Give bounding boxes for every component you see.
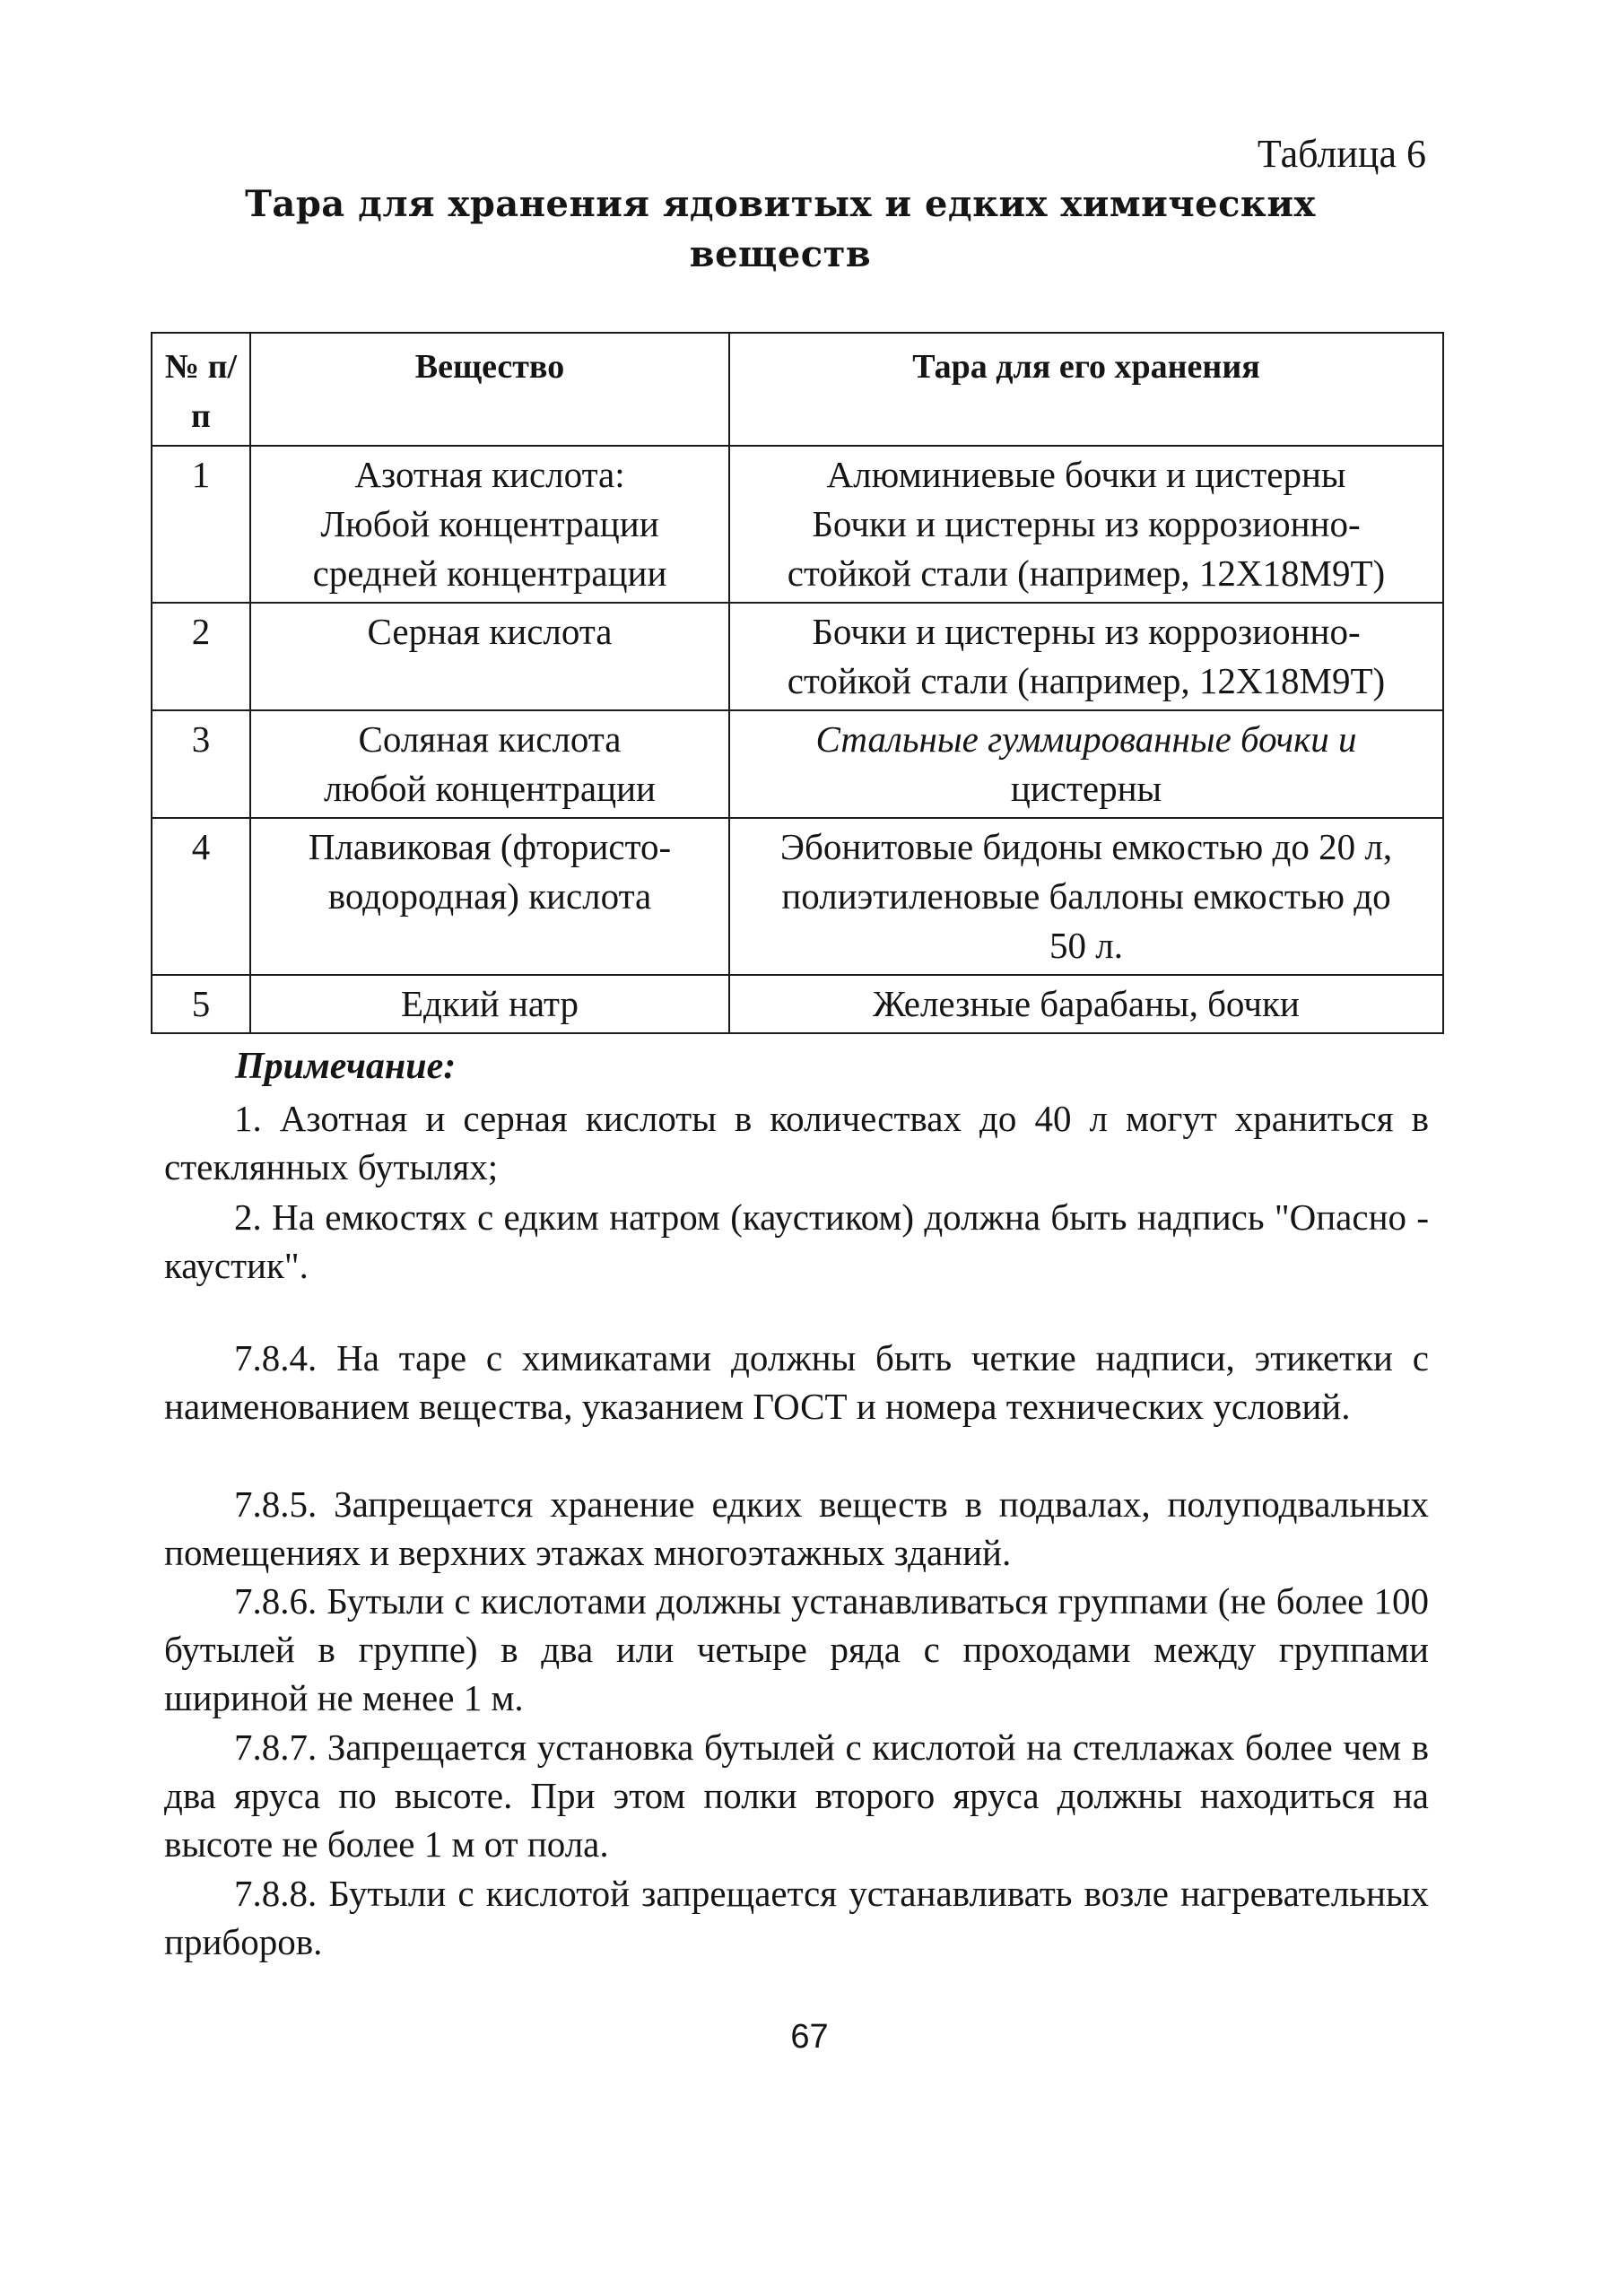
- row-substance: [250, 446, 729, 603]
- row-container: [729, 975, 1443, 1033]
- row-substance: [250, 818, 729, 975]
- row-number: 5: [152, 975, 250, 1033]
- note-item-1: 1. Азотная и серная кислоты в количествах до 40 л могут храниться в стеклянных бутылях;: [164, 1098, 1429, 1187]
- substance-line: Плавиковая (фтористо-: [308, 826, 672, 867]
- table-label: Таблица 6: [1257, 132, 1426, 176]
- table-row: [152, 818, 1443, 975]
- substance-line: Едкий натр: [401, 983, 579, 1024]
- container-line: цистерны: [1010, 768, 1162, 809]
- row-number: 1: [152, 446, 250, 603]
- note-item-2: 2. На емкостях с едким натром (каустиком) должна быть надпись "Опасно - каустик".: [164, 1196, 1429, 1286]
- table-row: [152, 975, 1443, 1033]
- table-title-line-1: Тара для хранения ядовитых и едких химических: [245, 183, 1316, 225]
- page-number: 67: [790, 2018, 829, 2056]
- container-line: Стальные гуммированные бочки и: [815, 718, 1357, 760]
- container-line: стойкой стали (например, 12Х18М9Т): [787, 552, 1386, 594]
- container-line: Эбонитовые бидоны емкостью до 20 л,: [779, 826, 1393, 867]
- table-title: [152, 179, 1408, 280]
- storage-table: [151, 332, 1444, 1034]
- row-container: [729, 446, 1443, 603]
- container-line: стойкой стали (например, 12Х18М9Т): [787, 660, 1386, 701]
- substance-line: Азотная кислота:: [354, 454, 625, 495]
- container-line: Алюминиевые бочки и цистерны: [826, 454, 1346, 495]
- paragraph-7-8-4: 7.8.4. На таре с химикатами должны быть четкие надписи, этикетки с наименованием вещества, указанием ГОСТ и номера технических условий.: [164, 1337, 1429, 1427]
- row-substance: [250, 710, 729, 818]
- table-header-row: [152, 333, 1443, 446]
- paragraph-7-8-7: 7.8.7. Запрещается установка бутылей с кислотой на стеллажах более чем в два яруса по высоте. При этом полки второго яруса должны находиться на высоте не более 1 м от пола.: [164, 1726, 1429, 1865]
- header-substance: Вещество: [250, 333, 729, 446]
- header-number: № п/п: [152, 333, 250, 446]
- substance-line: Соляная кислота: [358, 718, 622, 760]
- table-row: [152, 446, 1443, 603]
- row-container: [729, 710, 1443, 818]
- row-number: 2: [152, 603, 250, 710]
- paragraph-7-8-5: 7.8.5. Запрещается хранение едких веществ в подвалах, полуподвальных помещениях и верхних этажах многоэтажных зданий.: [164, 1483, 1429, 1573]
- substance-line: Серная кислота: [367, 611, 613, 652]
- table-row: [152, 603, 1443, 710]
- container-line: 50 л.: [1049, 925, 1123, 966]
- row-container: [729, 818, 1443, 975]
- note-heading: Примечание:: [235, 1046, 457, 1087]
- row-number: 4: [152, 818, 250, 975]
- row-substance: [250, 603, 729, 710]
- substance-line: Любой концентрации: [320, 503, 659, 544]
- container-line: Железные барабаны, бочки: [873, 983, 1300, 1024]
- paragraph-7-8-6: 7.8.6. Бутыли с кислотами должны устанавливаться группами (не более 100 бутылей в группе) в два или четыре ряда с проходами между группами шириной не менее 1 м.: [164, 1580, 1429, 1718]
- header-container: Тара для его хранения: [729, 333, 1443, 446]
- row-substance: [250, 975, 729, 1033]
- substance-line: водородная) кислота: [327, 875, 652, 917]
- row-container: [729, 603, 1443, 710]
- row-number: 3: [152, 710, 250, 818]
- container-line: полиэтиленовые баллоны емкостью до: [781, 875, 1391, 917]
- substance-line: любой концентрации: [324, 768, 656, 809]
- container-line: Бочки и цистерны из коррозионно-: [812, 611, 1361, 652]
- table-row: [152, 710, 1443, 818]
- substance-line: средней концентрации: [312, 552, 667, 594]
- paragraph-7-8-8: 7.8.8. Бутыли с кислотой запрещается устанавливать возле нагревательных приборов.: [164, 1873, 1429, 1962]
- table-title-line-2: веществ: [689, 233, 872, 275]
- container-line: Бочки и цистерны из коррозионно-: [812, 503, 1361, 544]
